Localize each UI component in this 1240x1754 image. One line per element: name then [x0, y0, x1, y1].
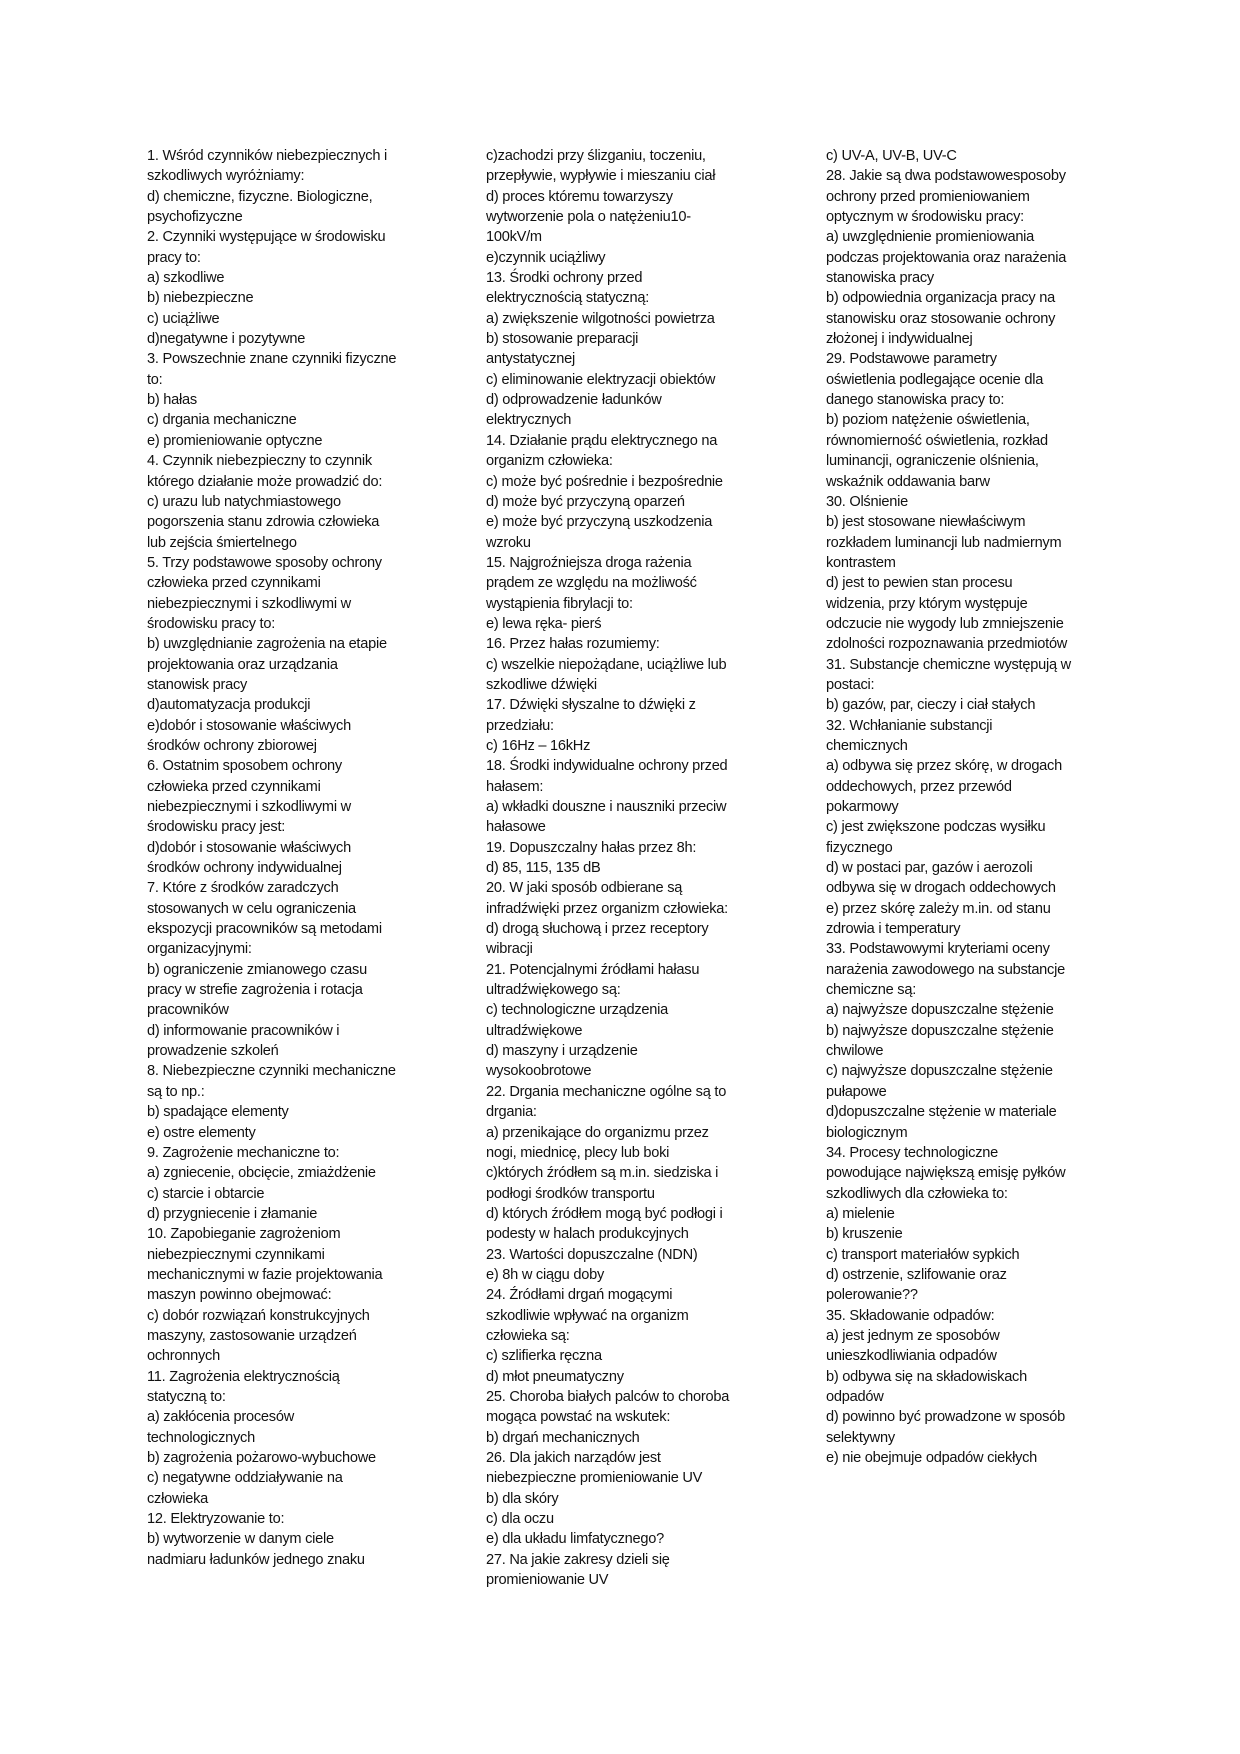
text-line: szkodliwych wyróżniamy:	[147, 168, 305, 185]
text-line: 20. W jaki sposób odbierane są	[486, 880, 683, 897]
text-line: odczucie nie wygody lub zmniejszenie	[826, 615, 1064, 632]
text-line: b) ograniczenie zmianowego czasu	[147, 961, 367, 978]
text-line: biologicznym	[826, 1124, 908, 1141]
text-line: e)czynnik uciążliwy	[486, 249, 606, 266]
text-line: wystąpienia fibrylacji to:	[486, 595, 633, 612]
text-line: ochrony przed promieniowaniem	[826, 188, 1030, 205]
text-line: chemicznych	[826, 737, 908, 754]
text-line: stanowisku oraz stosowanie ochrony	[826, 310, 1056, 327]
text-line: organizacyjnymi:	[147, 941, 252, 958]
text-line: zdolności rozpoznawania przedmiotów	[826, 636, 1068, 653]
text-line: danego stanowiska pracy to:	[826, 392, 1005, 409]
text-line: hałasem:	[486, 778, 544, 795]
text-line: mogąca powstać na wskutek:	[486, 1409, 671, 1426]
text-line: 18. Środki indywidualne ochrony przed	[486, 758, 728, 775]
text-line: c) może być pośrednie i bezpośrednie	[486, 473, 723, 490]
text-line: b) kruszenie	[826, 1226, 903, 1243]
text-line: ultradźwiękowe	[486, 1022, 583, 1039]
text-line: d) młot pneumatyczny	[486, 1368, 624, 1385]
text-line: 33. Podstawowymi kryteriami oceny	[826, 941, 1050, 958]
text-line: e) lewa ręka- pierś	[486, 615, 602, 632]
text-line: 10. Zapobieganie zagrożeniom	[147, 1226, 341, 1243]
text-line: b) niebezpieczne	[147, 290, 254, 307]
text-line: b) dla skóry	[486, 1490, 559, 1507]
text-line: e) nie obejmuje odpadów ciekłych	[826, 1450, 1038, 1466]
text-line: d) proces któremu towarzyszy	[486, 188, 673, 205]
text-line: infradźwięki przez organizm człowieka:	[486, 900, 728, 917]
text-line: 27. Na jakie zakresy dzieli się	[486, 1551, 670, 1568]
text-line: 8. Niebezpieczne czynniki mechaniczne	[147, 1063, 396, 1080]
text-line: d) chemiczne, fizyczne. Biologiczne,	[147, 188, 373, 205]
text-line: środków ochrony indywidualnej	[147, 860, 342, 877]
text-line: niebezpiecznymi i szkodliwymi w	[147, 595, 351, 612]
text-line: d) przygniecenie i złamanie	[147, 1205, 318, 1222]
text-line: antystatycznej	[486, 351, 575, 368]
text-line: którego działanie może prowadzić do:	[147, 473, 383, 490]
text-line: wskaźnik oddawania barw	[826, 473, 990, 490]
text-line: projektowania oraz urządzania	[147, 656, 338, 673]
text-line: a) szkodliwe	[147, 270, 225, 287]
text-line: postaci:	[826, 676, 875, 693]
text-line: elektrycznych	[486, 412, 572, 429]
text-line: ekspozycji pracowników są metodami	[147, 921, 382, 938]
text-line: niebezpieczne promieniowanie UV	[486, 1470, 703, 1487]
text-line: 100kV/m	[486, 229, 542, 246]
text-line: d) może być przyczyną oparzeń	[486, 493, 685, 510]
text-line: przepływie, wypływie i mieszaniu ciał	[486, 168, 716, 185]
text-line: nadmiaru ładunków jednego znaku	[147, 1551, 365, 1568]
text-line: c) transport materiałów sypkich	[826, 1246, 1020, 1263]
text-line: a) odbywa się przez skórę, w drogach	[826, 758, 1062, 775]
text-line: d) których źródłem mogą być podłogi i	[486, 1205, 723, 1222]
text-line: powodujące największą emisję pyłków	[826, 1165, 1066, 1182]
text-line: elektrycznością statyczną:	[486, 290, 650, 307]
text-line: 31. Substancje chemiczne występują w	[826, 656, 1071, 673]
text-line: selektywny	[826, 1429, 895, 1446]
text-line: e) promieniowanie optyczne	[147, 432, 323, 449]
text-line: 29. Podstawowe parametry	[826, 351, 997, 368]
text-line: e) przez skórę zależy m.in. od stanu	[826, 900, 1051, 917]
text-line: chemiczne są:	[826, 982, 917, 999]
text-line: d)dopuszczalne stężenie w materiale	[826, 1104, 1057, 1121]
text-line: statyczną to:	[147, 1388, 226, 1405]
text-line: c) najwyższe dopuszczalne stężenie	[826, 1063, 1053, 1080]
text-line: ochronnych	[147, 1348, 220, 1365]
text-line: b) odbywa się na składowiskach	[826, 1368, 1027, 1385]
text-line: a) najwyższe dopuszczalne stężenie	[826, 1002, 1054, 1019]
text-line: kontrastem	[826, 554, 896, 571]
text-line: wzroku	[486, 534, 531, 551]
text-line: widzenia, przy którym występuje	[826, 595, 1028, 612]
text-line: 23. Wartości dopuszczalne (NDN)	[486, 1246, 698, 1263]
text-line: 14. Działanie prądu elektrycznego na	[486, 432, 718, 449]
text-line: 11. Zagrożenia elektrycznością	[147, 1368, 340, 1385]
text-line: 28. Jakie są dwa podstawowesposoby	[826, 168, 1066, 185]
text-line: a) zakłócenia procesów	[147, 1409, 295, 1426]
text-line: odbywa się w drogach oddechowych	[826, 880, 1056, 897]
text-line: 2. Czynniki występujące w środowisku	[147, 229, 386, 246]
text-line: b) wytworzenie w danym ciele	[147, 1531, 334, 1548]
text-line: e) dla układu limfatycznego?	[486, 1531, 664, 1548]
text-line: c) dla oczu	[486, 1511, 554, 1528]
text-line: oddechowych, przez przewód	[826, 778, 1012, 795]
text-line: c) wszelkie niepożądane, uciążliwe lub	[486, 656, 727, 673]
text-line: d) jest to pewien stan procesu	[826, 575, 1013, 592]
text-line: rozkładem luminancji lub nadmiernym	[826, 534, 1062, 551]
text-line: a) jest jednym ze sposobów	[826, 1327, 1000, 1344]
text-line: stosowanych w celu ograniczenia	[147, 900, 356, 917]
text-line: nogi, miednicę, plecy lub boki	[486, 1144, 670, 1161]
text-line: 25. Choroba białych palców to choroba	[486, 1388, 730, 1405]
text-line: e) ostre elementy	[147, 1124, 256, 1141]
text-line: 17. Dźwięki słyszalne to dźwięki z	[486, 697, 696, 714]
text-line: 3. Powszechnie znane czynniki fizyczne	[147, 351, 397, 368]
text-line: prądem ze względu na możliwość	[486, 575, 697, 592]
text-line: środków ochrony zbiorowej	[147, 737, 317, 754]
text-line: 9. Zagrożenie mechaniczne to:	[147, 1144, 340, 1161]
text-line: d) ostrzenie, szlifowanie oraz	[826, 1266, 1007, 1283]
text-line: 4. Czynnik niebezpieczny to czynnik	[147, 453, 372, 470]
text-line: odpadów	[826, 1388, 884, 1405]
text-column-3	[826, 146, 1156, 1468]
text-line: człowieka przed czynnikami	[147, 778, 321, 795]
text-line: 24. Źródłami drgań mogącymi	[486, 1287, 673, 1304]
text-line: c) uciążliwe	[147, 310, 220, 327]
text-line: wysokoobrotowe	[486, 1063, 592, 1080]
text-line: b) gazów, par, cieczy i ciał stałych	[826, 697, 1036, 714]
text-line: b) odpowiednia organizacja pracy na	[826, 290, 1055, 307]
text-line: podłogi środków transportu	[486, 1185, 655, 1202]
text-line: d) 85, 115, 135 dB	[486, 860, 601, 877]
text-line: b) poziom natężenie oświetlenia,	[826, 412, 1030, 429]
text-line: b) uwzględnianie zagrożenia na etapie	[147, 636, 387, 653]
text-line: 16. Przez hałas rozumiemy:	[486, 636, 660, 653]
text-line: szkodliwie wpływać na organizm	[486, 1307, 689, 1324]
text-line: 21. Potencjalnymi źródłami hałasu	[486, 961, 700, 978]
text-line: e)dobór i stosowanie właściwych	[147, 717, 351, 734]
text-line: c) drgania mechaniczne	[147, 412, 297, 429]
text-line: b) zagrożenia pożarowo-wybuchowe	[147, 1450, 376, 1466]
text-line: wibracji	[486, 941, 533, 958]
text-line: zdrowia i temperatury	[826, 921, 961, 938]
text-line: c)zachodzi przy ślizganiu, toczeniu,	[486, 148, 706, 164]
text-line: polerowanie??	[826, 1287, 918, 1304]
text-line: c) UV-A, UV-B, UV-C	[826, 148, 957, 164]
text-line: c)których źródłem są m.in. siedziska i	[486, 1165, 719, 1182]
text-column-2	[486, 146, 816, 1590]
text-line: a) mielenie	[826, 1205, 895, 1222]
text-line: przedziału:	[486, 717, 554, 734]
text-line: 26. Dla jakich narządów jest	[486, 1450, 661, 1466]
text-line: wytworzenie pola o natężeniu10-	[486, 209, 691, 226]
text-line: luminancji, ograniczenie olśnienia,	[826, 453, 1039, 470]
text-line: 12. Elektryzowanie to:	[147, 1511, 285, 1528]
text-line: 1. Wśród czynników niebezpiecznych i	[147, 148, 388, 164]
text-line: pracy w strefie zagrożenia i rotacja	[147, 982, 363, 999]
text-line: 13. Środki ochrony przed	[486, 270, 643, 287]
text-line: oświetlenia podlegające ocenie dla	[826, 371, 1044, 388]
text-line: c) szlifierka ręczna	[486, 1348, 602, 1365]
text-line: d) drogą słuchową i przez receptory	[486, 921, 709, 938]
text-line: drgania:	[486, 1104, 537, 1121]
text-line: e) 8h w ciągu doby	[486, 1266, 605, 1283]
text-line: promieniowanie UV	[486, 1572, 609, 1589]
text-line: b) drgań mechanicznych	[486, 1429, 640, 1446]
text-line: są to np.:	[147, 1083, 205, 1100]
text-line: b) stosowanie preparacji	[486, 331, 639, 348]
text-line: hałasowe	[486, 819, 546, 836]
text-line: 34. Procesy technologiczne	[826, 1144, 998, 1161]
text-line: złożonej i indywidualnej	[826, 331, 973, 348]
text-line: 15. Najgroźniejsza droga rażenia	[486, 554, 692, 571]
text-line: unieszkodliwiania odpadów	[826, 1348, 997, 1365]
text-line: środowisku pracy to:	[147, 615, 276, 632]
text-line: b) jest stosowane niewłaściwym	[826, 514, 1026, 531]
text-line: c) negatywne oddziaływanie na	[147, 1470, 343, 1487]
text-line: d) maszyny i urządzenie	[486, 1043, 638, 1060]
text-line: podczas projektowania oraz narażenia	[826, 249, 1067, 266]
text-line: chwilowe	[826, 1043, 884, 1060]
text-line: człowieka są:	[486, 1327, 570, 1344]
text-line: a) zgniecenie, obcięcie, zmiażdżenie	[147, 1165, 376, 1182]
text-line: b) najwyższe dopuszczalne stężenie	[826, 1022, 1054, 1039]
text-line: technologicznych	[147, 1429, 255, 1446]
text-line: a) wkładki douszne i nauszniki przeciw	[486, 799, 727, 815]
text-line: 19. Dopuszczalny hałas przez 8h:	[486, 839, 697, 856]
text-line: c) eliminowanie elektryzacji obiektów	[486, 371, 716, 388]
text-line: 30. Olśnienie	[826, 493, 908, 510]
text-line: 22. Drgania mechaniczne ogólne są to	[486, 1083, 727, 1100]
text-line: narażenia zawodowego na substancje	[826, 961, 1065, 978]
text-line: 32. Wchłanianie substancji	[826, 717, 993, 734]
text-line: maszyny, zastosowanie urządzeń	[147, 1327, 357, 1344]
text-line: a) przenikające do organizmu przez	[486, 1124, 709, 1141]
text-line: pracowników	[147, 1002, 229, 1019]
text-line: optycznym w środowisku pracy:	[826, 209, 1024, 226]
text-line: c) 16Hz – 16kHz	[486, 737, 591, 754]
text-line: człowieka przed czynnikami	[147, 575, 321, 592]
text-line: organizm człowieka:	[486, 453, 613, 470]
text-line: pogorszenia stanu zdrowia człowieka	[147, 514, 380, 531]
text-line: 5. Trzy podstawowe sposoby ochrony	[147, 554, 382, 571]
text-line: równomierność oświetlenia, rozkład	[826, 432, 1048, 449]
text-line: pułapowe	[826, 1083, 887, 1100]
text-line: szkodliwe dźwięki	[486, 676, 597, 693]
text-line: szkodliwych dla człowieka to:	[826, 1185, 1008, 1202]
text-line: niebezpiecznymi i szkodliwymi w	[147, 799, 351, 815]
text-line: maszyn powinno obejmować:	[147, 1287, 332, 1304]
text-line: fizycznego	[826, 839, 893, 856]
text-line: d)dobór i stosowanie właściwych	[147, 839, 351, 856]
text-line: 7. Które z środków zaradczych	[147, 880, 339, 897]
text-line: d)automatyzacja produkcji	[147, 697, 311, 714]
text-line: c) dobór rozwiązań konstrukcyjnych	[147, 1307, 370, 1324]
text-line: d) powinno być prowadzone w sposób	[826, 1409, 1065, 1426]
text-line: d) w postaci par, gazów i aerozoli	[826, 860, 1033, 877]
text-line: stanowiska pracy	[826, 270, 934, 287]
text-column-1	[147, 146, 477, 1570]
text-line: lub zejścia śmiertelnego	[147, 534, 297, 551]
text-line: c) starcie i obtarcie	[147, 1185, 265, 1202]
text-line: 35. Składowanie odpadów:	[826, 1307, 995, 1324]
text-line: b) spadające elementy	[147, 1104, 289, 1121]
text-line: środowisku pracy jest:	[147, 819, 286, 836]
text-line: 6. Ostatnim sposobem ochrony	[147, 758, 342, 775]
text-line: d)negatywne i pozytywne	[147, 331, 306, 348]
text-line: c) jest zwiększone podczas wysiłku	[826, 819, 1046, 836]
text-line: prowadzenie szkoleń	[147, 1043, 279, 1060]
text-line: b) hałas	[147, 392, 197, 409]
text-line: podesty w halach produkcyjnych	[486, 1226, 689, 1243]
text-line: d) odprowadzenie ładunków	[486, 392, 662, 409]
text-line: to:	[147, 371, 163, 388]
text-line: ultradźwiękowego są:	[486, 982, 621, 999]
text-line: psychofizyczne	[147, 209, 243, 226]
text-line: d) informowanie pracowników i	[147, 1022, 340, 1039]
text-line: niebezpiecznymi czynnikami	[147, 1246, 325, 1263]
text-line: pracy to:	[147, 249, 201, 266]
text-line: a) uwzględnienie promieniowania	[826, 229, 1035, 246]
text-line: człowieka	[147, 1490, 209, 1507]
text-line: mechanicznymi w fazie projektowania	[147, 1266, 383, 1283]
text-line: pokarmowy	[826, 799, 899, 815]
text-line: c) urazu lub natychmiastowego	[147, 493, 341, 510]
text-line: c) technologiczne urządzenia	[486, 1002, 669, 1019]
text-line: a) zwiększenie wilgotności powietrza	[486, 310, 715, 327]
text-line: e) może być przyczyną uszkodzenia	[486, 514, 713, 531]
text-line: stanowisk pracy	[147, 676, 248, 693]
